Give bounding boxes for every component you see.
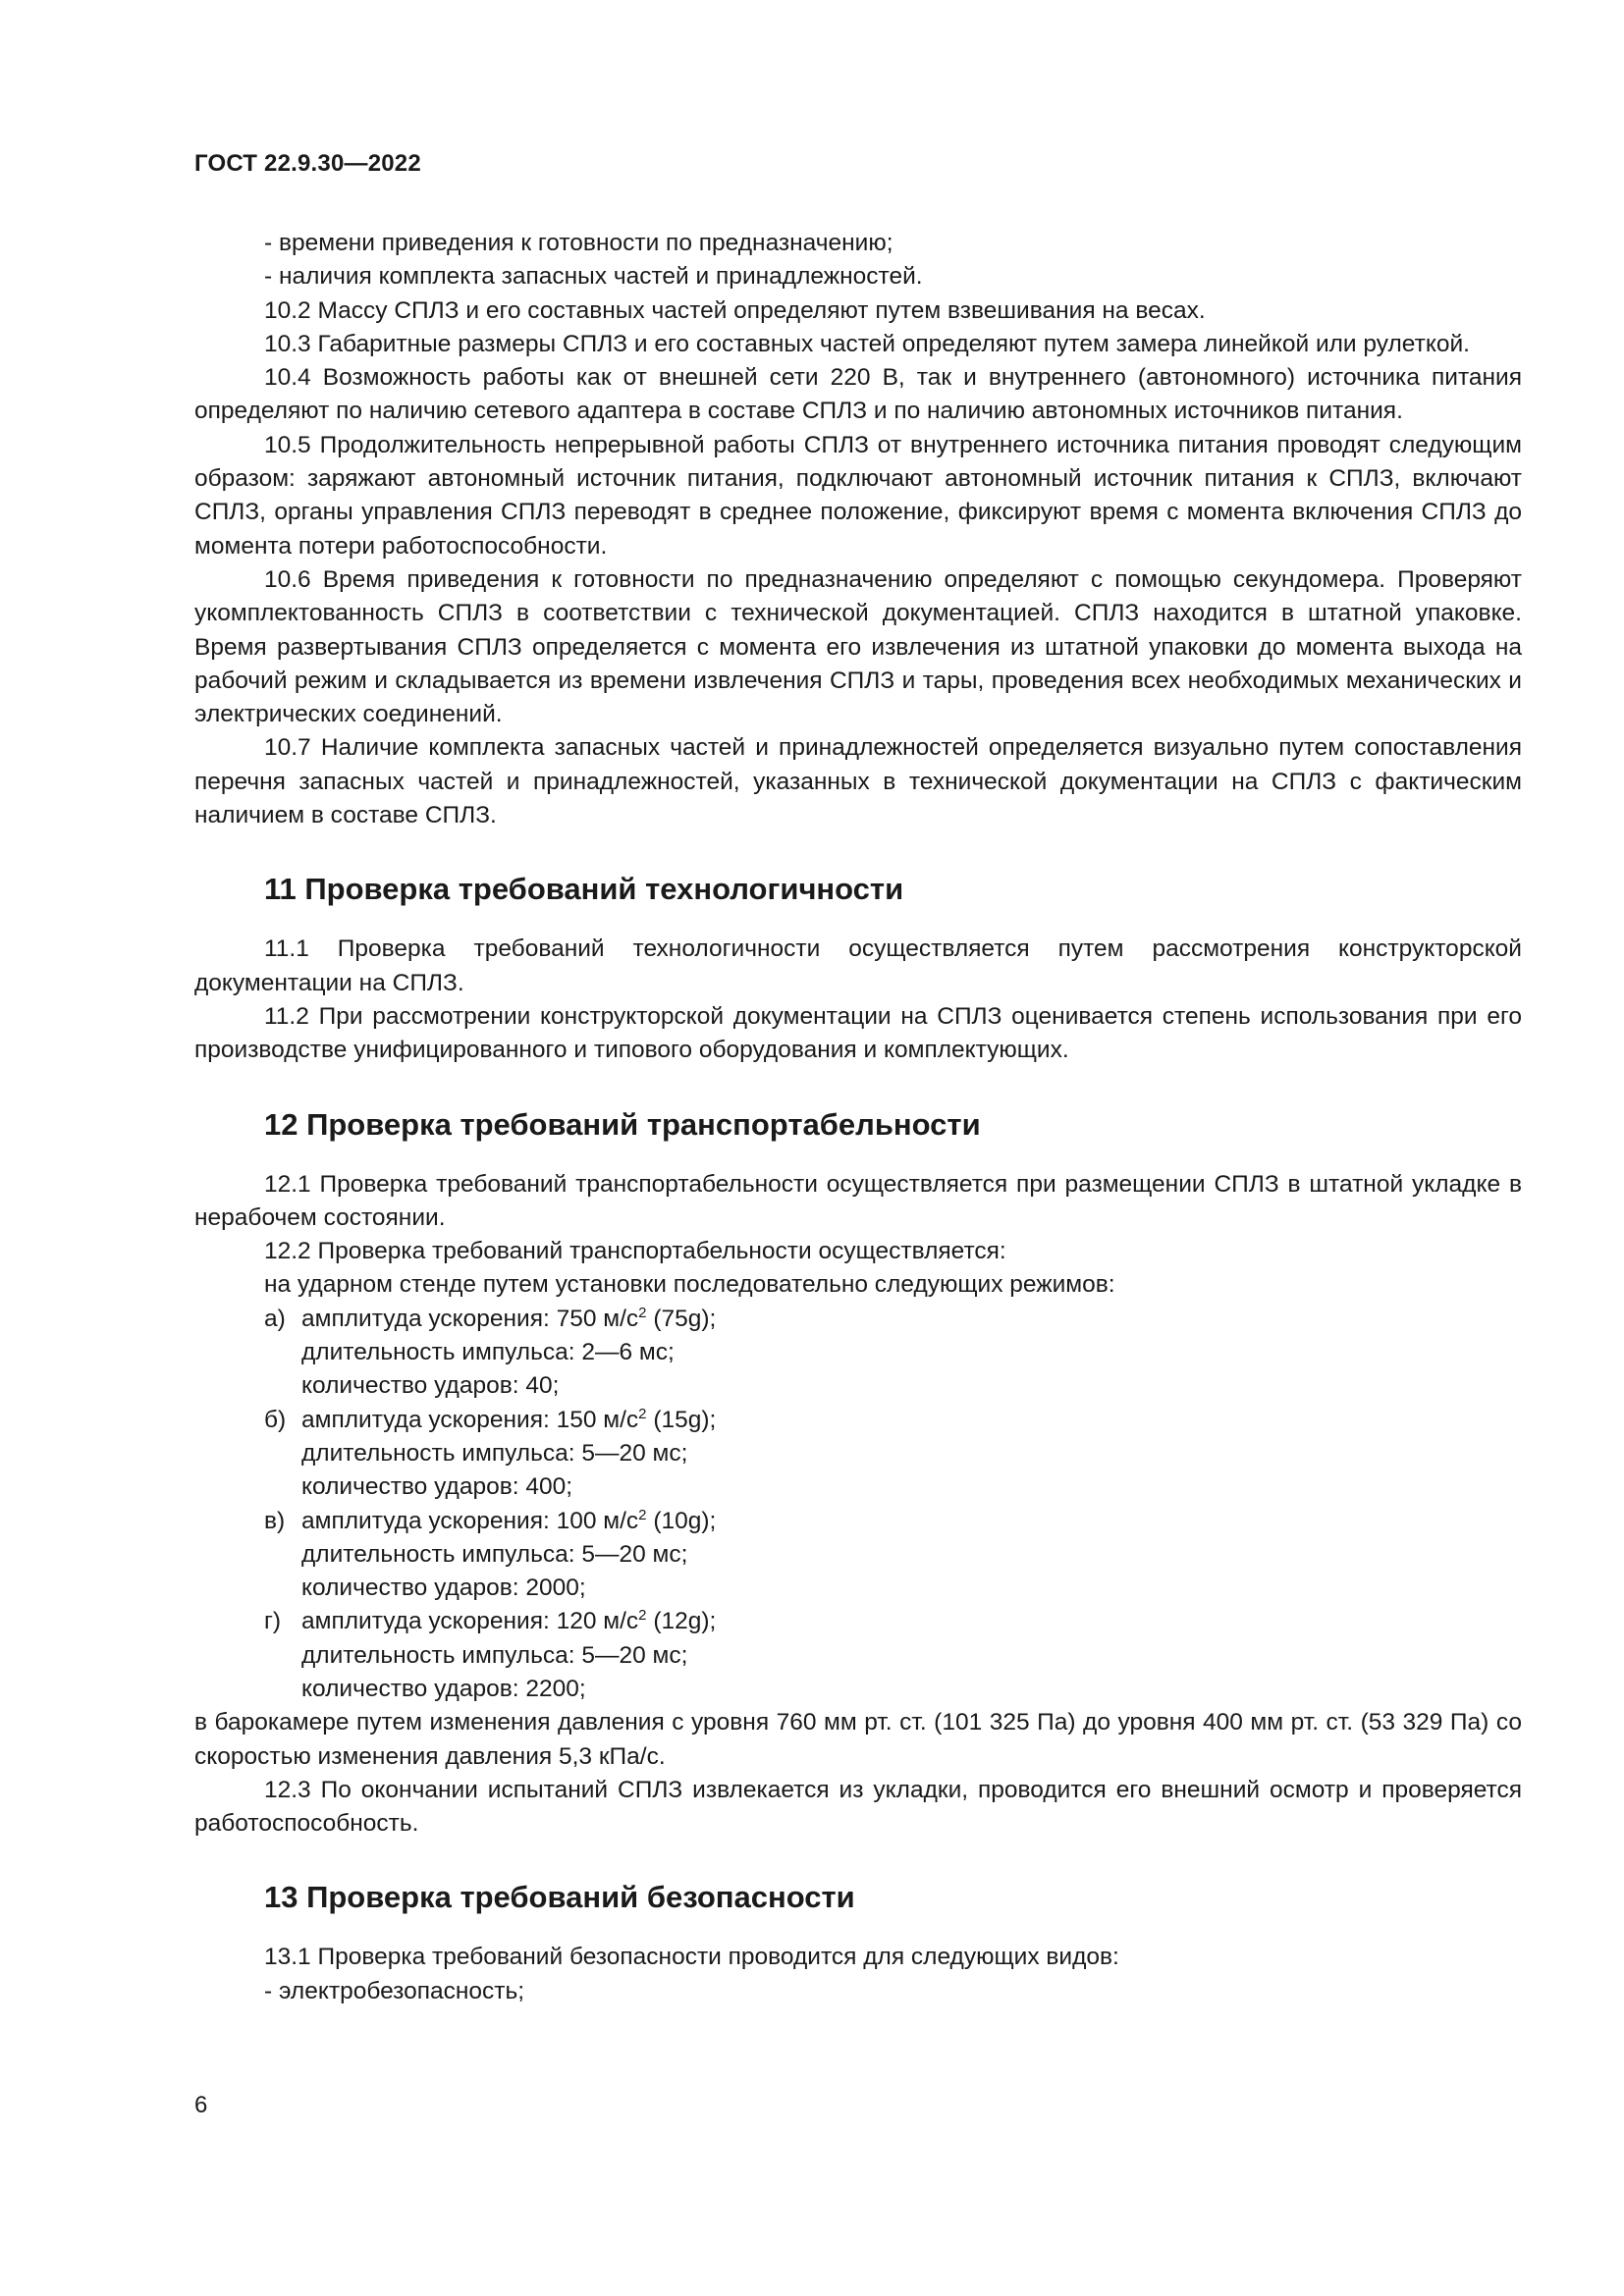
unit: м/с	[603, 1608, 639, 1635]
list-item: - времени приведения к готовности по предназначению;	[264, 230, 893, 256]
unit: м/с	[603, 1507, 639, 1534]
g-value: (15g);	[653, 1406, 717, 1433]
unit: м/с	[603, 1406, 639, 1433]
mode-a-count: количество ударов: 40;	[301, 1372, 560, 1400]
list-item: - электробезопасность;	[264, 1977, 525, 2004]
mode-v-duration: длительность импульса: 5—20 мс;	[301, 1540, 688, 1568]
paragraph-10-7: 10.7 Наличие комплекта запасных частей и принадлежностей определяется визуально путем сопоставления перечня запасных частей и принадлежностей, указанных в технической документации на СПЛЗ с фактическим наличием в составе СПЛЗ.	[194, 734, 1522, 829]
mode-label: б)	[264, 1406, 287, 1433]
unit-exponent: 2	[638, 1506, 647, 1523]
amplitude-value: амплитуда ускорения: 750	[301, 1305, 597, 1332]
mode-b-count: количество ударов: 400;	[301, 1473, 573, 1501]
section-13-heading: 13 Проверка требований безопасности	[264, 1880, 855, 1915]
paragraph-11-1: 11.1 Проверка требований технологичности осуществляется путем рассмотрения конструкторской документации на СПЛЗ.	[194, 935, 1522, 996]
mode-label: в)	[264, 1507, 286, 1534]
paragraph-10-4: 10.4 Возможность работы как от внешней сети 220 В, так и внутреннего (автономного) источника питания определяют по наличию сетевого адаптера в составе СПЛЗ и по наличию автономных источников питания.	[194, 364, 1522, 425]
paragraph-13-1: 13.1 Проверка требований безопасности проводится для следующих видов:	[264, 1944, 1119, 1971]
g-value: (10g);	[653, 1507, 717, 1534]
document-code-header: ГОСТ 22.9.30—2022	[194, 150, 421, 177]
section-11-heading: 11 Проверка требований технологичности	[264, 872, 904, 907]
amplitude-value: амплитуда ускорения: 120	[301, 1608, 597, 1635]
g-value: (75g);	[653, 1305, 717, 1332]
page-number: 6	[194, 2092, 208, 2118]
paragraph-10-6: 10.6 Время приведения к готовности по предназначению определяют с помощью секундомера. Проверяют укомплектованность СПЛЗ в соответствии с технической документацией. СПЛЗ находится в штатной упаковке. Время развертывания СПЛЗ определяется с момента его извлечения из штатной упаковки до момента выхода на рабочий режим и складывается из времени извлечения СПЛЗ и тары, проведения всех необходимых механических и электрических соединений.	[194, 565, 1522, 728]
unit: м/с	[603, 1305, 639, 1332]
mode-b-duration: длительность импульса: 5—20 мс;	[301, 1439, 688, 1467]
mode-label: г)	[264, 1608, 282, 1635]
amplitude-value: амплитуда ускорения: 150	[301, 1406, 597, 1433]
page-body	[194, 227, 1522, 2008]
list-item: - наличия комплекта запасных частей и принадлежностей.	[264, 263, 923, 291]
unit-exponent: 2	[638, 1304, 647, 1321]
g-value: (12g);	[653, 1608, 717, 1635]
mode-a-duration: длительность импульса: 2—6 мс;	[301, 1339, 675, 1366]
mode-v-count: количество ударов: 2000;	[301, 1575, 586, 1602]
paragraph-12-1: 12.1 Проверка требований транспортабельности осуществляется при размещении СПЛЗ в штатной укладке в нерабочем состоянии.	[194, 1170, 1522, 1231]
paragraph-12-2: 12.2 Проверка требований транспортабельности осуществляется:	[264, 1238, 1006, 1265]
mode-b-amplitude	[194, 1404, 1522, 1437]
paragraph-11-2: 11.2 При рассмотрении конструкторской документации на СПЛЗ оценивается степень использования при его производстве унифицированного и типового оборудования и комплектующих.	[194, 1002, 1522, 1064]
unit-exponent: 2	[638, 1607, 647, 1625]
paragraph-10-5: 10.5 Продолжительность непрерывной работы СПЛЗ от внутреннего источника питания проводят следующим образом: заряжают автономный источник питания, подключают автономный источник питания к СПЛЗ, включают СПЛЗ, органы управления СПЛЗ переводят в среднее положение, фиксируют время с момента включения СПЛЗ до момента потери работоспособности.	[194, 431, 1522, 560]
amplitude-value: амплитуда ускорения: 100	[301, 1507, 597, 1534]
mode-label: а)	[264, 1305, 286, 1332]
paragraph-10-2: 10.2 Массу СПЛЗ и его составных частей определяют путем взвешивания на весах.	[264, 296, 1206, 324]
unit-exponent: 2	[638, 1405, 647, 1422]
mode-g-amplitude	[194, 1605, 1522, 1638]
section-12-heading: 12 Проверка требований транспортабельности	[264, 1106, 981, 1142]
mode-g-count: количество ударов: 2200;	[301, 1675, 586, 1702]
pressure-chamber-text: в барокамере путем изменения давления с уровня 760 мм рт. ст. (101 325 Па) до уровня 400 мм рт. ст. (53 329 Па) со скоростью изменения давления 5,3 кПа/с.	[194, 1709, 1522, 1770]
mode-a-amplitude	[194, 1303, 1522, 1336]
paragraph-12-3: 12.3 По окончании испытаний СПЛЗ извлекается из укладки, проводится его внешний осмотр и проверяется работоспособность.	[194, 1776, 1522, 1838]
mode-v-amplitude	[194, 1505, 1522, 1538]
shock-stand-intro: на ударном стенде путем установки последовательно следующих режимов:	[264, 1271, 1115, 1299]
paragraph-10-3: 10.3 Габаритные размеры СПЛЗ и его составных частей определяют путем замера линейкой или рулеткой.	[264, 330, 1470, 357]
mode-g-duration: длительность импульса: 5—20 мс;	[301, 1641, 688, 1669]
